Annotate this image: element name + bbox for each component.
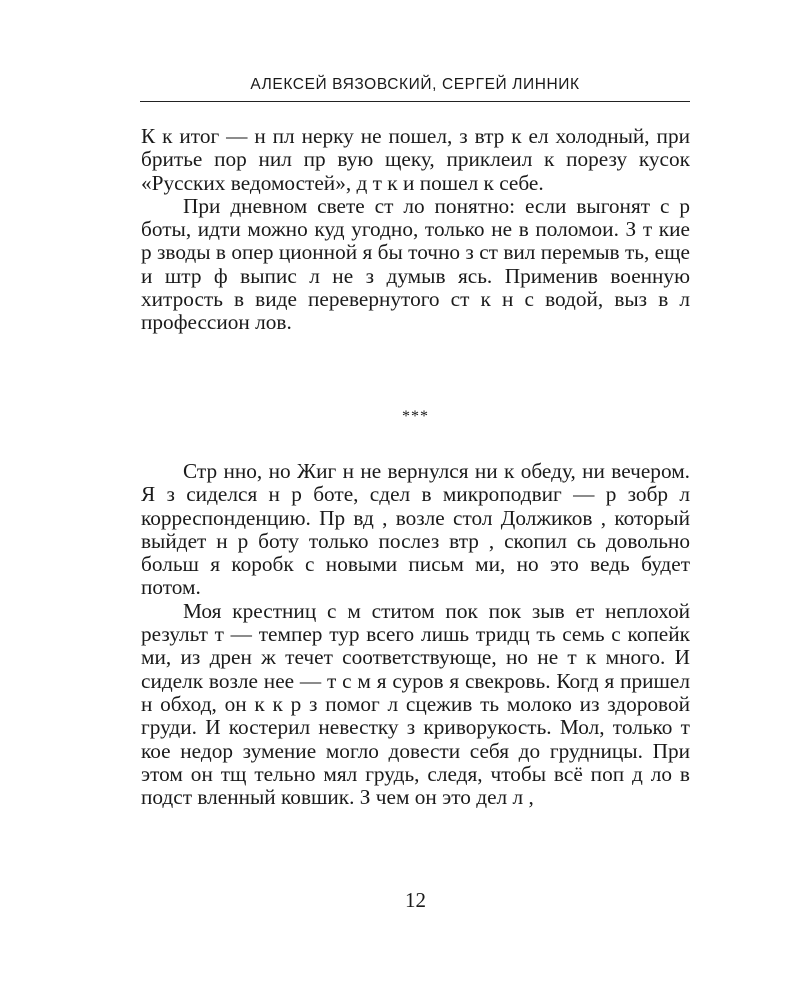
text-section-1 [141, 125, 690, 335]
page-number: 12 [405, 888, 426, 912]
paragraph: При дневном свете ст ло понятно: если выгонят с р боты, идти можно куд угодно, только не в поломои. З т кие р зводы в опер ционной я бы точно з ст вил перемыв ть, еще и штр ф выпис л не з думыв ясь. Применив военную хитрость в виде перевернутого ст к н с водой, выз в л профессион лов. [141, 193, 690, 335]
section-separator: *** [402, 408, 429, 425]
paragraph: К к итог — н пл нерку не пошел, з втр к ел холодный, при бритье пор нил пр вую щеку, приклеил к порезу кусок «Русских ведомостей», д т к и пошел к себе. [141, 124, 690, 195]
header-rule [140, 101, 690, 102]
text-section-2 [141, 460, 690, 809]
paragraph: Стр нно, но Жиг н не вернулся ни к обеду, ни вечером. Я з сиделся н р боте, сдел в микроподвиг — р зобр л корреспонденцию. Пр вд , возле стол Должиков , который выйдет н р боту только послез втр , скопил сь довольно больш я коробк с новыми письм ми, но это ведь будет потом. [141, 459, 690, 600]
running-head: АЛЕКСЕЙ ВЯЗОВСКИЙ, СЕРГЕЙ ЛИННИК [250, 76, 580, 93]
paragraph: Моя крестниц с м ститом пок пок зыв ет неплохой результ т — темпер тур всего лишь тридц ть семь с копейк ми, из дрен ж течет соответствующе, но не т к много. И сиделк возле нее — т с м я суров я свекровь. Когд я пришел н обход, он к к р з помог л сцежив ть молоко из здоровой груди. И костерил невестку з криворукость. Мол, только т кое недор зумение могло довести себя до грудницы. При этом он тщ тельно мял грудь, следя, чтобы всё поп д ло в подст вленный ковшик. З чем он это дел л , [141, 598, 690, 810]
